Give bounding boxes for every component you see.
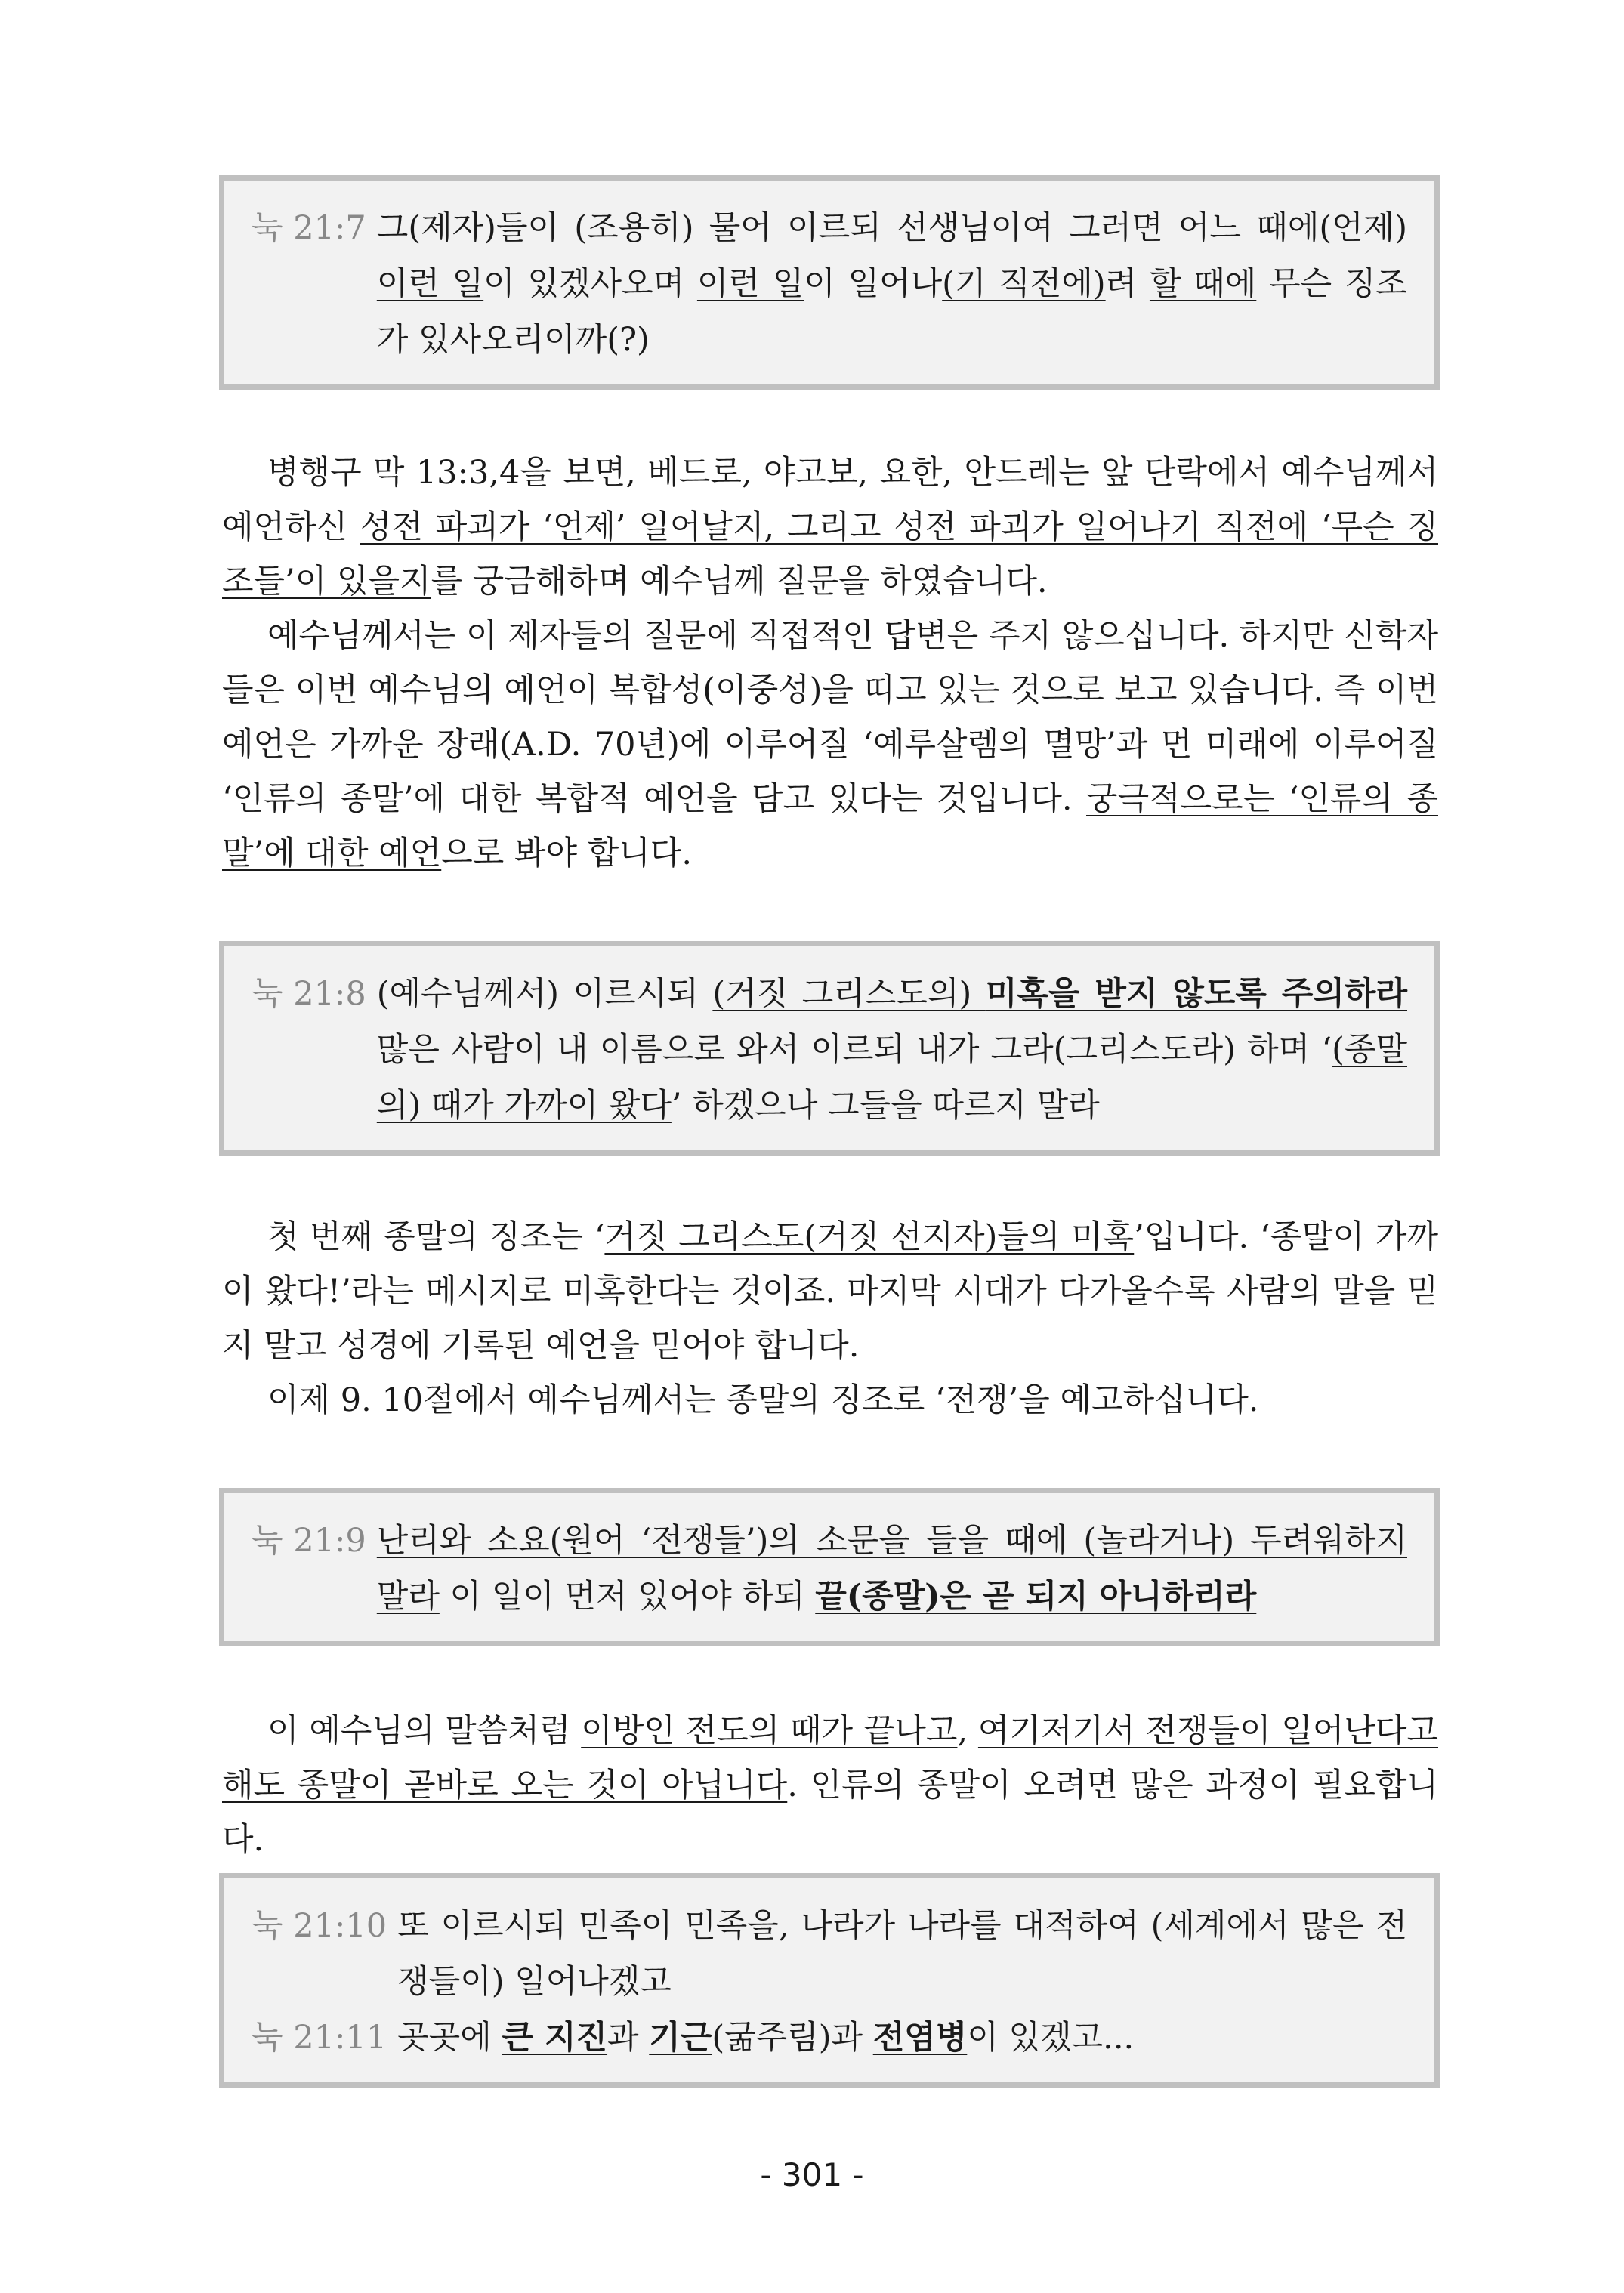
text-run: 이 예수님의 말씀처럼 [267, 1712, 582, 1750]
text-run: 예수님께서는 이 제자들의 질문에 직접적인 답변은 주지 않으십니다. 하지만 신학자들은 이번 예수님의 예언이 복합성(이중성)을 띠고 있는 것으로 보고 있습니다. 즉 이번 예언은 가까운 장래(A.D. 70년)에 이루어질 ‘예루살렘의 멸망’과 먼 미래에 이루어질 ‘인류의 종말’에 대한 복합적 예언을 담고 있다는 것입니다. [222, 617, 1438, 818]
paragraph [222, 446, 1438, 609]
text-run: (거짓 그리스도의) [712, 975, 986, 1013]
text-run: 많은 사람이 내 이름으로 와서 이르되 내가 그라(그리스도라) 하며 ‘ [376, 1031, 1332, 1069]
text-run: 으로 봐야 합니다. [441, 835, 693, 872]
paragraph [222, 1704, 1438, 1867]
verse-box-3 [219, 1488, 1440, 1646]
verse-ref: 눅 21:7 [252, 209, 366, 247]
text-run: 이방인 전도의 때가 끝나고 [581, 1712, 958, 1750]
text-run: 여기저기서 전쟁들이 일어난다고 해도 종말이 곧바로 오는 것이 아닙니다 [222, 1712, 1438, 1804]
text-run: 기근 [649, 2019, 712, 2057]
commentary-block-2 [222, 1210, 1438, 1427]
text-run: 첫 번째 종말의 징조는 ‘ [267, 1218, 605, 1256]
text-run: 성전 파괴가 ‘언제’ 일어날지, 그리고 성전 파괴가 일어나기 직전에 ‘무슨 징조들’이 있을지 [222, 508, 1438, 600]
text-run: 난리와 소요(원어 ‘전쟁들’)의 소문을 들을 때에 (놀라거나) 두려워하지 말라 [376, 1522, 1407, 1616]
commentary-block-1 [222, 446, 1438, 881]
text-run: 이런 일 [696, 265, 804, 303]
text-run: 과 [607, 2019, 650, 2057]
text-run: (굶주림)과 [712, 2019, 873, 2057]
verse-text [397, 1898, 1407, 2010]
text-run: 곳곳에 [397, 2019, 502, 2057]
text-run: 끝(종말)은 곧 되지 아니하리라 [815, 1578, 1257, 1616]
verse-row [252, 2010, 1407, 2066]
commentary-block-3 [222, 1704, 1438, 1867]
text-run: 큰 지진 [502, 2019, 608, 2057]
verse-text [377, 966, 1407, 1134]
text-run: 이 일이 먼저 있어야 하되 [439, 1578, 816, 1616]
text-run: 이런 일 [376, 265, 484, 303]
text-run: ’ 하겠으나 그들을 따르지 말라 [671, 1087, 1100, 1125]
text-run: 무슨 징조가 있사오리이까(?) [376, 265, 1407, 359]
paragraph [222, 609, 1438, 881]
verse-ref: 눅 21:11 [252, 2019, 387, 2057]
verse-row [252, 200, 1407, 368]
text-run: ’입니다. ‘종말이 가까이 왔다!’라는 메시지로 미혹한다는 것이죠. 마지막 시대가 다가올수록 사람의 말을 믿지 말고 성경에 기록된 예언을 믿어야 합니다. [222, 1218, 1438, 1365]
verse-ref: 눅 21:9 [252, 1522, 366, 1560]
page-number: - 301 - [760, 2156, 864, 2193]
text-run: 를 궁금해하며 예수님께 질문을 하였습니다. [431, 563, 1048, 600]
verse-ref: 눅 21:10 [252, 1907, 387, 1945]
text-run: 전염병 [872, 2019, 968, 2057]
paragraph [222, 1373, 1438, 1427]
text-run: (기 직전에) [942, 265, 1106, 303]
text-run: 미혹을 받지 않도록 주의하라 [985, 975, 1407, 1013]
verse-text [377, 1513, 1407, 1625]
text-run: 이 있겠사오며 [483, 265, 697, 303]
text-run: 이 일어나 [804, 265, 943, 303]
text-run: 려 [1105, 265, 1150, 303]
verse-box-1 [219, 175, 1440, 390]
text-run: . 인류의 종말이 오려면 많은 과정이 필요합니다. [222, 1767, 1438, 1859]
text-run: 거짓 그리스도(거짓 선지자)들의 미혹 [604, 1218, 1135, 1256]
paragraph [222, 1210, 1438, 1373]
verse-box-2 [219, 941, 1440, 1156]
text-run: , [957, 1712, 978, 1750]
text-run: 할 때에 [1149, 265, 1257, 303]
verse-box-4 [219, 1873, 1440, 2088]
verse-text [377, 200, 1407, 368]
text-run: 또 이르시되 민족이 민족을, 나라가 나라를 대적하여 (세계에서 많은 전쟁들이) 일어나겠고 [397, 1907, 1407, 2001]
text-run: 그(제자)들이 (조용히) 물어 이르되 선생님이여 그러면 어느 때에(언제) [376, 209, 1407, 247]
text-run: 이 있겠고... [967, 2019, 1135, 2057]
verse-ref: 눅 21:8 [252, 975, 366, 1013]
verse-text [397, 2010, 1407, 2066]
verse-row [252, 1513, 1407, 1625]
text-run: 이제 9. 10절에서 예수님께서는 종말의 징조로 ‘전쟁’을 예고하십니다. [267, 1381, 1259, 1419]
verse-row [252, 966, 1407, 1134]
verse-row [252, 1898, 1407, 2010]
text-run: (종말의) 때가 가까이 왔다 [376, 1031, 1407, 1125]
text-run: 병행구 막 13:3,4을 보면, 베드로, 야고보, 요한, 안드레는 앞 단락에서 예수님께서 예언하신 [222, 454, 1438, 546]
text-run: (예수님께서) 이르시되 [376, 975, 713, 1013]
text-run: 궁극적으로는 ‘인류의 종말’에 대한 예언 [222, 780, 1438, 872]
